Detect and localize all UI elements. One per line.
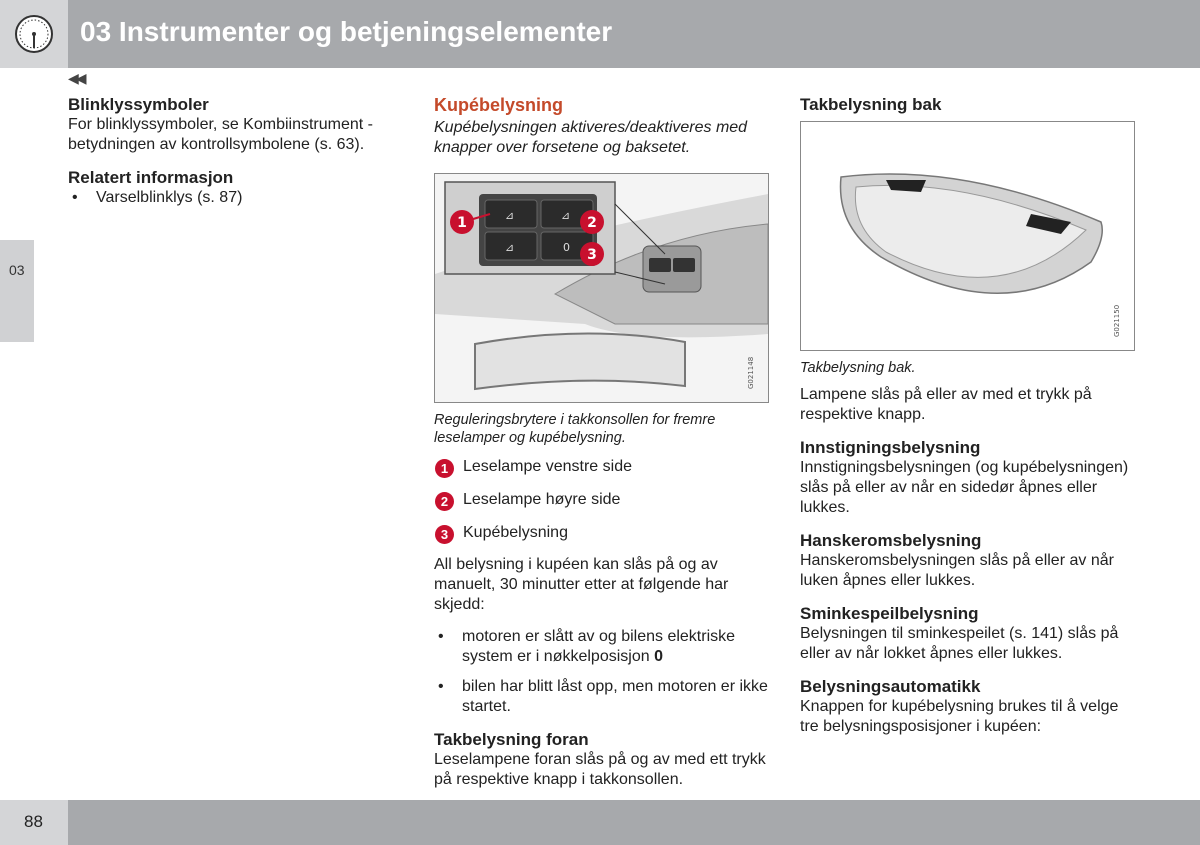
number-badge: 3 [435, 525, 454, 544]
list-item-label: Leselampe høyre side [463, 491, 621, 508]
rear-light-illustration [801, 122, 1134, 350]
callout-2: 2 [587, 215, 597, 231]
figure-front-console [434, 173, 769, 403]
list-item [434, 523, 769, 543]
heading-related-info: Relatert informasjon [68, 168, 234, 187]
header-icon-box [0, 0, 68, 68]
list-item-label: Leselampe venstre side [463, 458, 632, 475]
column-left [68, 94, 398, 208]
svg-text:⊿: ⊿ [505, 209, 515, 222]
chapter-tab-label: 03 [9, 262, 25, 278]
front-console-illustration [435, 174, 768, 402]
bullet-unlocked: • bilen har blitt låst opp, men motoren er ikke startet. [434, 677, 769, 717]
paragraph-manual: All belysning i kupéen kan slås på og av manuelt, 30 minutter etter at følgende har skjedd: [434, 556, 729, 613]
heading-innstigningsbelysning: Innstigningsbelysning [800, 438, 981, 457]
speedometer-icon [14, 14, 54, 54]
figure-rear-light [800, 121, 1135, 351]
related-link-varselblinklys[interactable]: • Varselblinklys (s. 87) [68, 188, 398, 208]
heading-sminkespeilbelysning: Sminkespeilbelysning [800, 604, 979, 623]
back-arrows-icon[interactable]: ◀◀ [68, 70, 84, 86]
bullet-bold: 0 [654, 648, 663, 665]
chapter-tab[interactable] [0, 240, 34, 342]
column-right [800, 94, 1135, 737]
list-item-label: Kupébelysning [463, 524, 568, 541]
heading-blinklyssymboler: Blinklyssymboler [68, 95, 209, 114]
page-number: 88 [24, 812, 43, 831]
paragraph-hanskerom: Hanskeromsbelysningen slås på eller av når luken åpnes eller lukkes. [800, 552, 1114, 589]
bullet-text: motoren er slått av og bilens elektriske system er i nøkkelposisjon [462, 628, 736, 665]
intro-text: Kupébelysningen aktiveres/deaktiveres med knapper over forsetene og baksetet. [434, 119, 748, 156]
page-footer [0, 800, 1200, 845]
list-item [434, 457, 769, 477]
paragraph-automatikk: Knappen for kupébelysning brukes til å velge tre belysningsposisjoner i kupéen: [800, 698, 1119, 735]
paragraph-rear: Lampene slås på eller av med et trykk på respektive knapp. [800, 386, 1092, 423]
page-number-box [0, 800, 68, 845]
paragraph-sminkespeil: Belysningen til sminkespeilet (s. 141) slås på eller av når lokket åpnes eller lukkes. [800, 625, 1119, 662]
column-middle [434, 94, 769, 790]
figure-code-1: G021148 [747, 356, 755, 389]
figure-caption-rear: Takbelysning bak. [800, 360, 916, 376]
paragraph-front: Leselampene foran slås på og av med ett trykk på respektive knapp i takkonsollen. [434, 751, 766, 788]
heading-belysningsautomatikk: Belysningsautomatikk [800, 677, 981, 696]
heading-takbelysning-foran: Takbelysning foran [434, 730, 589, 749]
heading-takbelysning-bak: Takbelysning bak [800, 95, 942, 114]
page-title: 03 Instrumenter og betjeningselementer [80, 16, 613, 47]
number-badge: 1 [435, 459, 454, 478]
callout-3: 3 [587, 247, 597, 263]
svg-text:⊿: ⊿ [561, 209, 571, 222]
heading-hanskeromsbelysning: Hanskeromsbelysning [800, 531, 982, 550]
callout-1: 1 [457, 215, 467, 231]
list-item [434, 490, 769, 510]
figure-code-2: G021150 [1113, 304, 1121, 337]
bullet-motor-off [434, 627, 769, 667]
page-header [0, 0, 1200, 68]
number-badge: 2 [435, 492, 454, 511]
svg-text:0: 0 [563, 241, 570, 254]
paragraph-innstigning: Innstigningsbelysningen (og kupébelysningen) slås på eller av når en sidedør åpnes eller lukkes. [800, 459, 1129, 516]
svg-text:⊿: ⊿ [505, 241, 515, 254]
section-title-kupebelysning: Kupébelysning [434, 95, 564, 115]
figure-caption-front: Reguleringsbrytere i takkonsollen for fremre leselamper og kupébelysning. [434, 412, 716, 446]
paragraph-blinklys: For blinklyssymboler, se Kombiinstrument - betydningen av kontrollsymbolene (s. 63). [68, 116, 373, 153]
